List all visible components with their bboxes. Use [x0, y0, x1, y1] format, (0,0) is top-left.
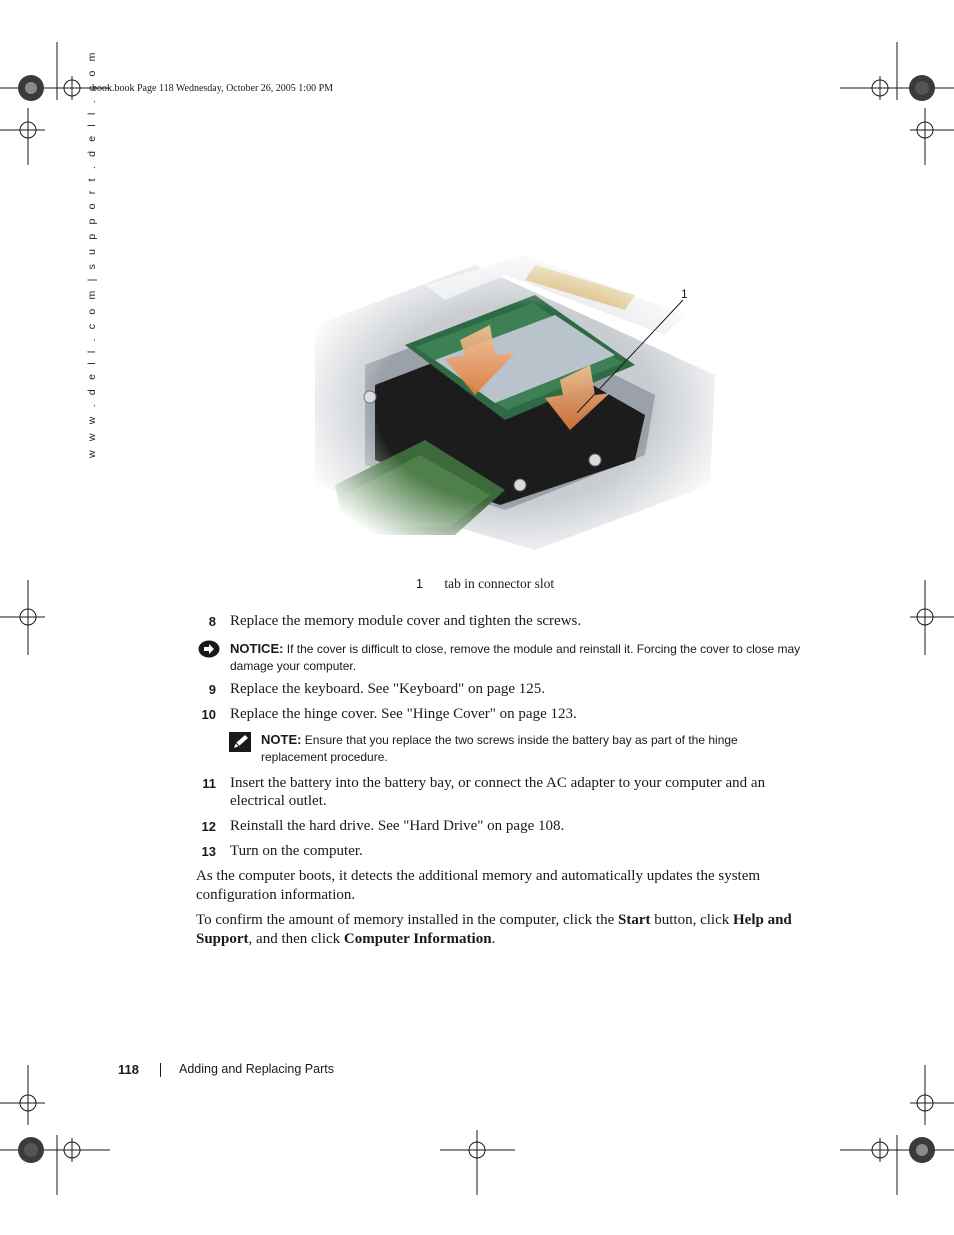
step-number: 12 — [201, 819, 216, 834]
memory-module-illustration — [305, 255, 725, 555]
pencil-note-icon — [229, 732, 251, 752]
step-number: 9 — [208, 682, 216, 697]
confirm-paragraph — [196, 911, 816, 949]
step-text: Replace the keyboard. See "Keyboard" on page 125. — [230, 681, 546, 697]
figure-caption — [416, 576, 554, 592]
step-text: Reinstall the hard drive. See "Hard Drive" on page 108. — [230, 818, 565, 834]
page-number: 118 — [118, 1062, 139, 1077]
start-term: Start — [618, 912, 651, 928]
figure-callout-number: 1 — [681, 287, 688, 301]
note-text: Ensure that you replace the two screws inside the battery bay as part of the hinge replacement procedure. — [261, 733, 738, 764]
step-text: Replace the hinge cover. See "Hinge Cover" on page 123. — [230, 706, 577, 722]
print-header: book.book Page 118 Wednesday, October 26, 2005 1:00 PM — [92, 83, 334, 94]
note-label: NOTE: — [261, 732, 302, 747]
step-number: 13 — [201, 844, 216, 859]
step-number: 10 — [201, 707, 216, 722]
section-title: Adding and Replacing Parts — [179, 1062, 334, 1076]
step-text: Insert the battery into the battery bay, or connect the AC adapter to your computer and an electrical outlet. — [230, 775, 766, 809]
computer-information-term: Computer Information — [343, 931, 492, 947]
help-support-term: Help and Support — [196, 912, 792, 947]
step-number: 11 — [202, 776, 216, 791]
notice-text: If the cover is difficult to close, remove the module and reinstall it. Forcing the cover to close may damage your computer. — [230, 642, 801, 673]
confirm-text: To confirm the amount of memory installed in the computer, click the — [196, 912, 618, 928]
step-text: Replace the memory module cover and tighten the screws. — [230, 613, 582, 629]
notice-label: NOTICE: — [230, 641, 284, 656]
notice-body — [230, 640, 810, 675]
notice-icon — [198, 640, 220, 658]
boot-paragraph: As the computer boots, it detects the additional memory and automatically updates the system configuration information. — [196, 868, 761, 903]
note-body — [261, 731, 801, 766]
step-number: 8 — [208, 614, 216, 629]
step-text: Turn on the computer. — [230, 843, 363, 859]
caption-text: tab in connector slot — [444, 576, 555, 591]
sidebar-url: w w w . d e l l . c o m | s u p p o r t . d e l l . c o m — [86, 49, 98, 458]
caption-number: 1 — [416, 577, 423, 591]
confirm-text: , and then click — [248, 931, 344, 947]
confirm-text: . — [491, 931, 496, 947]
footer-divider — [160, 1063, 161, 1077]
confirm-text: button, click — [650, 912, 733, 928]
